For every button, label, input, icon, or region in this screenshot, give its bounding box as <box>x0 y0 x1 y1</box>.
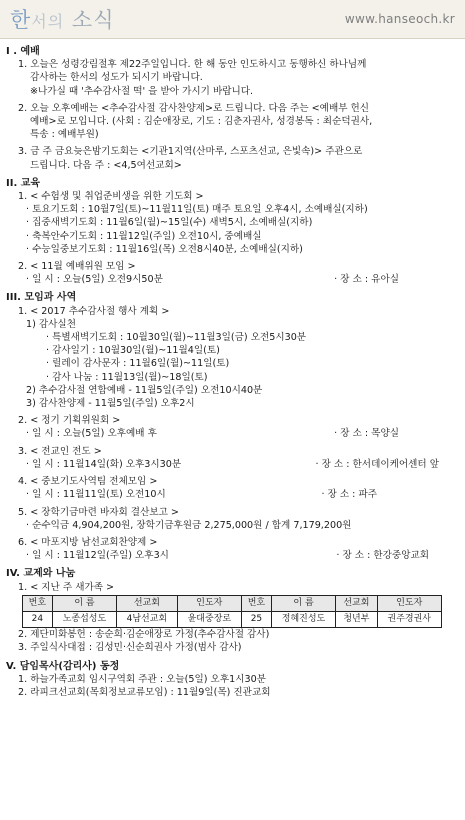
site-url[interactable]: www.hanseoch.kr <box>344 12 455 26</box>
table-cell: 청년부 <box>336 611 377 627</box>
table-cell: 정혜진성도 <box>271 611 335 627</box>
table-header-cell: 선교회 <box>336 595 377 611</box>
table-header-cell: 이 름 <box>271 595 335 611</box>
table-row <box>23 611 442 627</box>
worship-item-1-note: ※나가실 때 '추수감사절 떡' 을 받아 가시기 바랍니다. <box>30 85 254 97</box>
education-item-1-exam-day: · 수능일중보기도회 : 11월16일(목) 오전8시40분, 소예배실(지하) <box>26 243 303 255</box>
meeting-item-5-title: 5. < 장학기금마련 바자회 결산보고 > <box>18 506 179 518</box>
meeting-item-1-diary: · 감사일기 : 10월30일(월)~11월4일(토) <box>46 345 220 357</box>
education-item-1-dawn: · 집중새벽기도회 : 11월6일(월)~15일(수) 새벽5시, 소예배실(지하) <box>26 217 313 229</box>
pastor-news-item-2: 2. 라피크선교회(목회정보교류모임) : 11월9일(목) 진관교회 <box>18 686 271 698</box>
meeting-item-1-sub-2: 2) 추수감사절 연합예배 - 11월5일(주일) 오전10시40분 <box>26 384 263 396</box>
meeting-item-3-date: · 일 시 : 11월14일(화) 오후3시30분 <box>26 458 182 470</box>
meeting-item-1-title: 1. < 2017 추수감사절 행사 계획 > <box>18 305 170 317</box>
table-header-cell: 인도자 <box>177 595 241 611</box>
worship-item-2-line-1: 2. 오늘 오후예배는 <추수감사절 감사찬양제>로 드립니다. 다음 주는 <예배부 헌신 <box>18 102 370 114</box>
fellowship-item-2: 2. 제단미화봉헌 : 송순희·김순애장로 가정(추수감사절 감사) <box>18 629 270 641</box>
meeting-item-1-sub-1: 1) 감사실천 <box>26 318 76 330</box>
table-header-row <box>23 595 442 611</box>
education-item-2-date: · 일 시 : 오늘(5일) 오전9시50분 <box>26 274 163 286</box>
table-cell: 24 <box>23 611 53 627</box>
education-item-1-title: 1. < 수험생 및 취업준비생을 위한 기도회 > <box>18 191 204 203</box>
table-header-cell: 인도자 <box>377 595 441 611</box>
section-title-education: II. 교육 <box>6 177 41 189</box>
meeting-item-4-date: · 일 시 : 11월11일(토) 오전10시 <box>26 489 166 501</box>
newsletter-logo <box>10 4 114 34</box>
logo-seo: 서의 <box>31 12 65 31</box>
meeting-item-1-sharing: · 감사 나눔 : 11월13일(월)~18일(토) <box>46 371 208 383</box>
worship-item-1-line-2: 감사하는 한서의 성도가 되시기 바랍니다. <box>30 72 203 84</box>
table-header-cell: 번호 <box>242 595 272 611</box>
education-item-1-saturday: · 토요기도회 : 10월7일(토)~11월11일(토) 매주 토요일 오후4시, 소예배실(지하) <box>26 204 368 216</box>
meeting-item-4-detail <box>26 488 453 501</box>
worship-item-2-line-2: 예배>로 모입니다. (사회 : 김순애장로, 기도 : 김춘자권사, 성경봉독 : 최순덕권사, <box>30 116 373 128</box>
section-title-meetings: III. 모임과 사역 <box>6 292 77 304</box>
table-cell: 4남선교회 <box>117 611 177 627</box>
table-header-cell: 선교회 <box>117 595 177 611</box>
fellowship-item-1-title: 1. < 지난 주 새가족 > <box>18 581 115 593</box>
meeting-item-3-place: · 장 소 : 한서데이케어센터 앞 <box>315 458 439 470</box>
meeting-item-2-date: · 일 시 : 오늘(5일) 오후예배 후 <box>26 428 157 440</box>
table-cell: 노종섭성도 <box>52 611 116 627</box>
meeting-item-1-sub-3: 3) 감사찬양제 - 11월5일(주일) 오후2시 <box>26 398 195 410</box>
section-title-pastor-news: V. 담임목사(감리사) 동정 <box>6 660 120 672</box>
table-cell: 25 <box>242 611 272 627</box>
meeting-item-1-dawn: · 특별새벽기도회 : 10월30일(월)~11월3일(금) 오전5시30분 <box>46 332 307 344</box>
logo-han: 한 <box>10 8 32 32</box>
worship-item-3-line-2: 드립니다. 다음 주 : <4,5여선교회> <box>30 159 182 171</box>
education-item-2-detail <box>26 273 453 286</box>
section-title-fellowship: IV. 교제와 나눔 <box>6 568 76 580</box>
worship-item-1-line-1: 1. 오늘은 성령강림절후 제22주일입니다. 한 해 동안 인도하시고 동행하신 하나님께 <box>18 59 367 71</box>
meeting-item-5-result: · 순수익금 4,904,200원, 장학기금후원금 2,275,000원 / 합계 7,179,200원 <box>26 519 352 531</box>
table-cell: 윤대중장로 <box>177 611 241 627</box>
table-header-cell: 번호 <box>23 595 53 611</box>
table-cell: 권주경권사 <box>377 611 441 627</box>
meeting-item-6-date: · 일 시 : 11월12일(주일) 오후3시 <box>26 550 169 562</box>
new-family-table <box>22 595 442 628</box>
section-title-worship: I . 예배 <box>6 46 40 57</box>
meeting-item-4-place: · 장 소 : 파주 <box>321 489 377 501</box>
fellowship-item-3: 3. 주일식사대접 : 김성민·신순희권사 가정(범사 감사) <box>18 642 242 654</box>
worship-item-2-line-3: 특송 : 예배부원) <box>30 129 99 141</box>
meeting-item-1-relay: · 릴레이 감사문자 : 11월6일(월)~11일(토) <box>46 358 230 370</box>
meeting-item-2-detail <box>26 427 453 440</box>
logo-sosik: 소식 <box>71 8 115 32</box>
meeting-item-6-place: · 장 소 : 한강중앙교회 <box>336 550 429 562</box>
table-header-cell: 이 름 <box>52 595 116 611</box>
meeting-item-4-title: 4. < 중보기도사역팀 전체모임 > <box>18 476 158 488</box>
meeting-item-6-title: 6. < 마포지방 남선교회찬양제 > <box>18 536 158 548</box>
education-item-1-blessing: · 축복안수기도회 : 11월12일(주일) 오전10시, 중예배실 <box>26 230 262 242</box>
education-item-2-title: 2. < 11월 예배위원 모임 > <box>18 261 136 273</box>
meeting-item-6-detail <box>26 549 453 562</box>
meeting-item-2-title: 2. < 정기 기획위원회 > <box>18 415 121 427</box>
meeting-item-3-title: 3. < 전교인 전도 > <box>18 445 102 457</box>
meeting-item-2-place: · 장 소 : 목양실 <box>334 428 399 440</box>
worship-item-3-line-1: 3. 금 주 금요늦은밤기도회는 <기관1지역(산마루, 스포츠선교, 은빛속)> 주관으로 <box>18 146 363 158</box>
education-item-2-place: · 장 소 : 유아실 <box>334 274 399 286</box>
bulletin-content <box>0 40 465 699</box>
pastor-news-item-1: 1. 하늘가족교회 임시구역회 주관 : 오늘(5일) 오후1시30분 <box>18 673 266 685</box>
meeting-item-3-detail <box>26 458 453 471</box>
header-banner <box>0 0 465 39</box>
